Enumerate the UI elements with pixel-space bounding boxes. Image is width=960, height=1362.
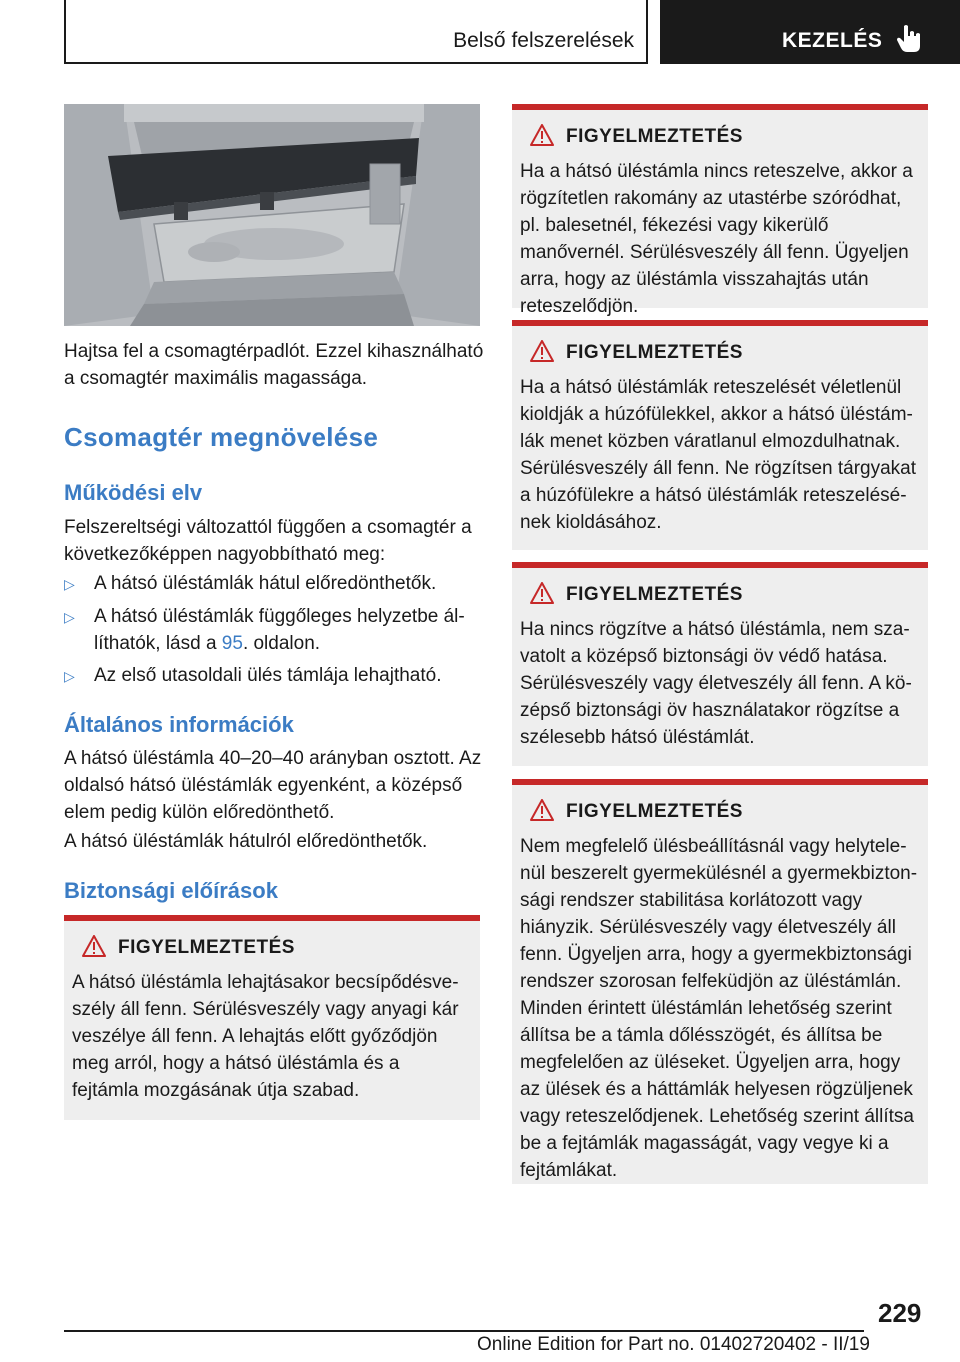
warning-title-row xyxy=(72,935,470,965)
warning-triangle-icon xyxy=(530,799,554,821)
warning-title-row xyxy=(520,340,918,370)
general-info-paragraph-2: A hátsó üléstámlák hátulról előredönthetők. xyxy=(64,831,428,852)
general-info-paragraph-1: A hátsó üléstámla 40–20–40 arányban osztott. Az oldalsó hátsó üléstámlák egyenként, a középső elem pedig külön előredönthető. xyxy=(64,748,482,823)
list-item-text: A hátsó üléstámlák függőleges helyzetbe állíthatók, lásd a xyxy=(94,606,465,654)
section-heading-principle: Működési elv xyxy=(64,480,203,505)
list-item-text: Az első utasoldali ülés támlája lehajtható. xyxy=(94,665,442,686)
warning-box xyxy=(512,779,928,1184)
figure-caption: Hajtsa fel a csomagtérpadlót. Ezzel kihasználható a csomagtér maximális magassága. xyxy=(64,341,484,389)
warning-triangle-icon xyxy=(530,124,554,146)
warning-text: Ha a hátsó üléstámla nincs reteszelve, akkor a rögzítetlen rakomány az utastérbe szóródhat, pl. balesetnél, fékezési vagy kikerülő manővernél. Sérülésveszély áll fenn. Ügyeljen arra, hogy az üléstámla visszahajtás után reteszelődjön. xyxy=(520,161,913,317)
header-section-box xyxy=(64,0,648,64)
bullet-triangle-icon: ▷ xyxy=(64,576,75,592)
header-chapter-title: KEZELÉS xyxy=(782,29,883,52)
footer-divider xyxy=(64,1330,864,1332)
warning-triangle-icon xyxy=(530,582,554,604)
page-reference-link[interactable]: 95 xyxy=(221,633,243,654)
warning-triangle-icon xyxy=(82,935,106,957)
section-heading-safety: Biztonsági előírások xyxy=(64,878,278,903)
warning-title: FIGYELMEZTETÉS xyxy=(566,584,743,605)
footer-edition: Online Edition for Part no. 01402720402 - II/19 xyxy=(477,1334,870,1355)
warning-triangle-icon xyxy=(530,340,554,362)
trunk-figure xyxy=(64,104,480,326)
section-intro: Felszereltségi változattól függően a csomagtér a következőképpen nagyobbítható meg: xyxy=(64,517,472,565)
warning-title: FIGYELMEZTETÉS xyxy=(118,937,295,958)
header-chapter-box xyxy=(660,0,960,64)
warning-title-row xyxy=(520,799,918,829)
main-heading: Csomagtér megnövelése xyxy=(64,422,379,452)
warning-text: Ha a hátsó üléstámlák reteszelését véletlenül kioldják a húzófülekkel, akkor a hátsó üléstámlák menet közben váratlanul elmozdulhatnak. Sérülésveszély áll fenn. Ne rögzítsen tárgyakat a húzófülekre a hátsó üléstámlák reteszelésének kioldásához. xyxy=(520,377,917,533)
warning-title-row xyxy=(520,124,918,154)
warning-box xyxy=(512,562,928,766)
list-item-text-with-ref xyxy=(94,603,484,657)
page-number: 229 xyxy=(878,1298,922,1328)
header-section-title: Belső felszerelések xyxy=(453,29,634,52)
list-item-suffix: . oldalon. xyxy=(242,633,321,654)
warning-text: A hátsó üléstámla lehajtásakor becsípődésveszély áll fenn. Sérülésveszély vagy anyagi kár veszélye áll fenn. A lehajtás előtt győződjön meg arról, hogy a hátsó üléstámla és a fejtámla mozgásának útja szabad. xyxy=(72,972,459,1101)
car-trunk-illustration-icon xyxy=(64,104,480,326)
warning-title-row xyxy=(520,582,918,612)
warning-box xyxy=(512,320,928,550)
bullet-triangle-icon: ▷ xyxy=(64,609,75,625)
warning-text: Nem megfelelő ülésbeállításnál vagy helytelenül beszerelt gyermekülésnél a gyermekbiztonsági rendszer stabilitása korlátozott vagy hiányzik. Sérülésveszély vagy életveszély áll fenn. Ügyeljen arra, hogy a gyermekbiztonsági rendszer szorosan felfeküdjön az üléstámlán. Minden érintett üléstámlán lehetőség szerint állítsa be a támla dőlésszögét, és állítsa be megfelelően az üléseket. Ügyeljen arra, hogy az ülések és a háttámlák helyesen rögzüljenek vagy reteszelődjenek. Lehetőség szerint állítsa be a fejtámlák magasságát, vagy vegye ki a fejtámlákat. xyxy=(520,836,918,1181)
list-item-text: A hátsó üléstámlák hátul előredönthetők. xyxy=(94,573,437,594)
warning-title: FIGYELMEZTETÉS xyxy=(566,126,743,147)
bullet-triangle-icon: ▷ xyxy=(64,668,75,684)
warning-box xyxy=(512,104,928,317)
warning-title: FIGYELMEZTETÉS xyxy=(566,801,743,822)
warning-title: FIGYELMEZTETÉS xyxy=(566,342,743,363)
warning-text: Ha nincs rögzítve a hátsó üléstámla, nem szavatolt a középső biztonsági öv védő hatása. Sérülésveszély vagy életveszély áll fenn. A középső biztonsági öv használatakor rögzítse a szélesebb hátsó üléstámlát. xyxy=(520,619,912,748)
warning-box xyxy=(64,915,480,1120)
section-heading-general-info: Általános információk xyxy=(64,712,294,737)
hand-pointer-icon xyxy=(896,24,922,54)
